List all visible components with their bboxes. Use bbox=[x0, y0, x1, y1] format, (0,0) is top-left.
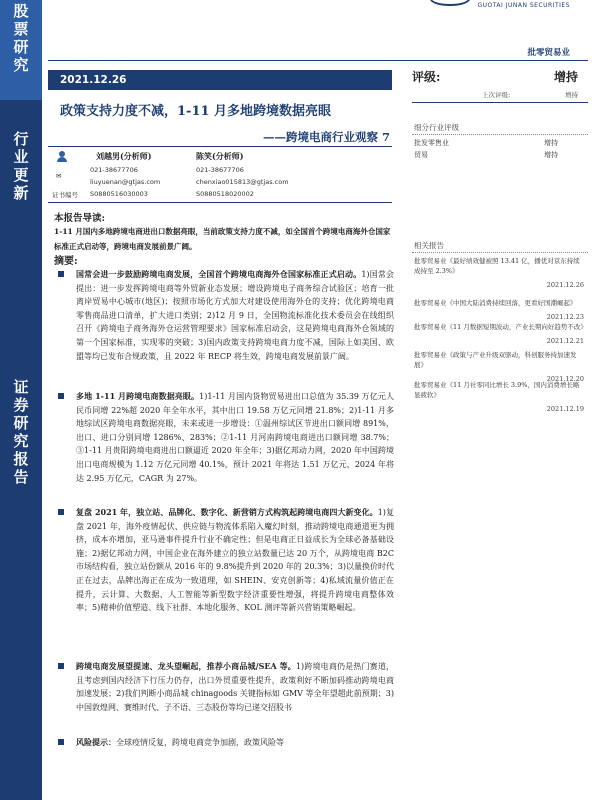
related-report-date: 2021.12.23 bbox=[546, 313, 584, 321]
related-report-date: 2021.12.21 bbox=[546, 337, 584, 345]
sub-rating-title: 细分行业评级 bbox=[414, 123, 459, 132]
analyst-cert: S0880518020002 bbox=[196, 190, 254, 198]
side-label-industry-update bbox=[0, 130, 42, 202]
bullet-item bbox=[58, 736, 394, 750]
bullet-head: 跨境电商发展望提速、龙头望崛起，推荐小商品城/SEA 等。 bbox=[76, 661, 296, 671]
side-char: 究 bbox=[13, 432, 29, 450]
header-divider bbox=[48, 60, 588, 61]
analyst-divider-top bbox=[48, 146, 392, 147]
related-reports-divider bbox=[412, 252, 588, 253]
sub-rating-divider bbox=[412, 134, 588, 135]
side-char: 究 bbox=[13, 56, 29, 74]
side-char: 研 bbox=[13, 38, 29, 56]
rating-divider bbox=[412, 102, 588, 103]
related-report-text: 批零贸易业《中国大陆消费持续回落，更看好国潮崛起》 bbox=[414, 299, 577, 307]
bullet-head: 国常会进一步鼓励跨境电商发展，全国首个跨境电商海外仓国家标准正式启动。 bbox=[76, 269, 362, 279]
related-report-item[interactable] bbox=[414, 298, 584, 322]
bullet-square-icon bbox=[58, 393, 64, 399]
side-label-stock-research bbox=[0, 2, 42, 74]
bullet-body: 1)复盘 2021 年，海外疫情起伏、供应链与物流体系陷入魔幻时刻，推动跨境电商通道更为拥挤，成本亦增加，亚马逊事件提升行业不确定性；但是电商正日益成长为全球必备基础设施；2)据亿邦动力网，中国企业在海外建立的独立站数量已达 20 万个，从跨境电商 B2C 市场结构看，独立站份额从 2016 年的 9.8%提升到 2020 年的 20.3%；3)以量换价时代正在过去，品牌出海正在成为一致道理，如 SHEIN、安克创新等；4)私域流量价值正在提升，云计算、大数据、人工智能等新型数字经济重要性增强，将提升跨境电商整体效率；5)精神价值塑造、线下社群、本地化服务、KOL 测评等新兴营销策略崛起。 bbox=[76, 508, 394, 613]
side-char: 新 bbox=[13, 184, 29, 202]
related-report-date: 2021.12.19 bbox=[546, 405, 584, 413]
side-label-research-report bbox=[0, 378, 42, 486]
sub-rating-value: 增持 bbox=[544, 151, 558, 159]
previous-rating-label: 上次评级: bbox=[482, 91, 511, 99]
person-icon bbox=[56, 151, 68, 163]
side-char: 业 bbox=[13, 148, 29, 166]
related-reports-title: 相关报告 bbox=[414, 241, 444, 250]
guide-text: 1-11 月国内多地跨境电商进出口数据亮眼，当前政策支持力度不减，如全国首个跨境电商海外仓国家标准正式启动等，跨境电商发展前景广阔。 bbox=[54, 227, 391, 251]
company-logo-icon bbox=[430, 0, 470, 6]
bullet-square-icon bbox=[58, 663, 64, 669]
bullet-head: 多地 1-11 月跨境电商数据亮眼。 bbox=[76, 391, 200, 401]
bullet-item bbox=[58, 390, 394, 485]
bullet-item bbox=[58, 660, 394, 714]
analyst-email[interactable]: chenxiao015813@gtjas.com bbox=[196, 178, 289, 186]
analyst-email[interactable]: liuyuenan@gtjas.com bbox=[90, 178, 161, 186]
sub-rating-row bbox=[414, 150, 584, 160]
bullet-head: 风险提示： bbox=[76, 737, 116, 747]
sub-rating-value: 增持 bbox=[544, 139, 558, 147]
side-char: 告 bbox=[13, 468, 29, 486]
analyst-name: 陈笑(分析师) bbox=[196, 151, 244, 161]
side-char: 研 bbox=[13, 414, 29, 432]
related-report-text: 批零贸易业《11 月社零同比增长 3.9%，国内消费增长略显疲软》 bbox=[414, 381, 580, 399]
related-report-text: 批零贸易业《最好绩效健被照 13.41 亿，播优对京东持续成持至 2.3%》 bbox=[414, 257, 580, 275]
company-logo-text: GUOTAI JUNAN SECURITIES bbox=[477, 2, 570, 9]
bullet-body: 全球疫情反复，跨境电商竞争加剧，政策风险等 bbox=[116, 738, 284, 747]
report-title: 政策支持力度不减，1-11 月多地跨境数据亮眼 bbox=[60, 104, 332, 119]
bullet-head: 复盘 2021 年，独立站、品牌化、数字化、新营销方式构筑起跨境电商四大新变化。 bbox=[76, 507, 378, 517]
related-report-item[interactable] bbox=[414, 350, 584, 384]
bullet-square-icon bbox=[58, 509, 64, 515]
related-report-text: 批零贸易业《政策与产业升级双驱动，科创服务持加速发展》 bbox=[414, 351, 577, 369]
related-report-date: 2021.12.20 bbox=[546, 375, 584, 383]
report-date: 2021.12.26 bbox=[48, 70, 392, 90]
side-char: 票 bbox=[13, 20, 29, 38]
side-char: 券 bbox=[13, 396, 29, 414]
analyst-name: 刘越男(分析师) bbox=[96, 151, 152, 161]
cert-label: 证书编号 bbox=[52, 191, 78, 199]
related-report-item[interactable] bbox=[414, 322, 587, 346]
guide-title: 本报告导读: bbox=[54, 213, 106, 224]
sub-rating-row bbox=[414, 138, 584, 148]
rating-value: 增持 bbox=[553, 70, 578, 84]
related-report-date: 2021.12.26 bbox=[546, 281, 584, 289]
sub-rating-name: 贸易 bbox=[414, 151, 428, 159]
analyst-phone: 021-38677706 bbox=[90, 166, 138, 174]
side-char: 股 bbox=[13, 2, 29, 20]
side-char: 报 bbox=[13, 450, 29, 468]
email-label: ✉ bbox=[56, 172, 62, 180]
side-char: 更 bbox=[13, 166, 29, 184]
bullet-item bbox=[58, 506, 394, 615]
related-report-item[interactable] bbox=[414, 256, 584, 290]
analyst-cert: S0880516030003 bbox=[90, 190, 148, 198]
bullet-body: 1)国常会提出：进一步发挥跨境电商等外贸新业态发展；增设跨境电子商务综合试验区；培育一批离岸贸易中心城市(地区)；按照市场化方式加大对建设使用海外仓的支持；优化跨境电商零售商品进口清单，扩大进口类别；2)12 月 9 日，全国物流标准化技术委员会在线组织召开《跨境电子商务海外仓运营管理要求》国家标准启动会，这是跨境电商海外仓领域的第一个国家标准，实现零的突破；3)国内政策支持跨境电商力度不减，国际上如美国、欧盟等均已发布合规政策，且 2022 年 RECP 将生效，跨境电商发展前景广阔。 bbox=[76, 270, 394, 361]
related-report-text: 批零贸易业《11 月数据短期波动，产业长期向好趋势不改》 bbox=[414, 323, 587, 331]
bullet-body: 1)跨境电商仍是热门赛道，且考虑到国内经济下行压力仍存，出口外贸重要性提升，政策利好不断加码推动跨境电商加速发展；2)我们判断小商品城 chinagoods 关键指标如 GMV 等全年望超此前预期；3)中国敦煌网、赛维时代、子不语、三态股份等均已递交招股书 bbox=[76, 662, 394, 712]
analyst-phone: 021-38677706 bbox=[196, 166, 244, 174]
bullet-square-icon bbox=[58, 271, 64, 277]
bullet-body: 1)1-11 月国内货物贸易进出口总值为 35.39 万亿元人民币同增 22%超 2020 年全年水平，其中出口 19.58 万亿元同增 21.8%；2)1-11 月多地综试区跨境电商数据亮眼，未来或进一步增设：①温州综试区节进出口额同增 891%，出口、进口分别同增 1286%、283%；②1-11 月河南跨境电商进出口额同增 38.7%；③1-11 月贵阳跨境电商进出口额逼近 2020 年全年；3)据亿邦动力网，2020 年中国跨境出口电商规模为 1.12 万亿元同增 40.1%，预计 2021 年将达 1.51 万亿元，2024 年将达 2.95 万亿元，CAGR 为 27%。 bbox=[76, 392, 394, 483]
previous-rating-value: 增持 bbox=[565, 91, 578, 99]
bullet-item bbox=[58, 268, 394, 363]
rating-label: 评级: bbox=[412, 70, 441, 84]
related-report-item[interactable] bbox=[414, 380, 584, 414]
industry-tag: 批零贸易业 bbox=[527, 48, 570, 58]
sub-rating-name: 批发零售业 bbox=[414, 139, 449, 147]
abstract-title: 摘要: bbox=[54, 256, 78, 267]
side-char: 证 bbox=[13, 378, 29, 396]
report-subtitle: ——跨境电商行业观察 7 bbox=[262, 130, 390, 144]
side-char: 行 bbox=[13, 130, 29, 148]
bullet-square-icon bbox=[58, 739, 64, 745]
analyst-divider-bottom bbox=[48, 202, 392, 203]
